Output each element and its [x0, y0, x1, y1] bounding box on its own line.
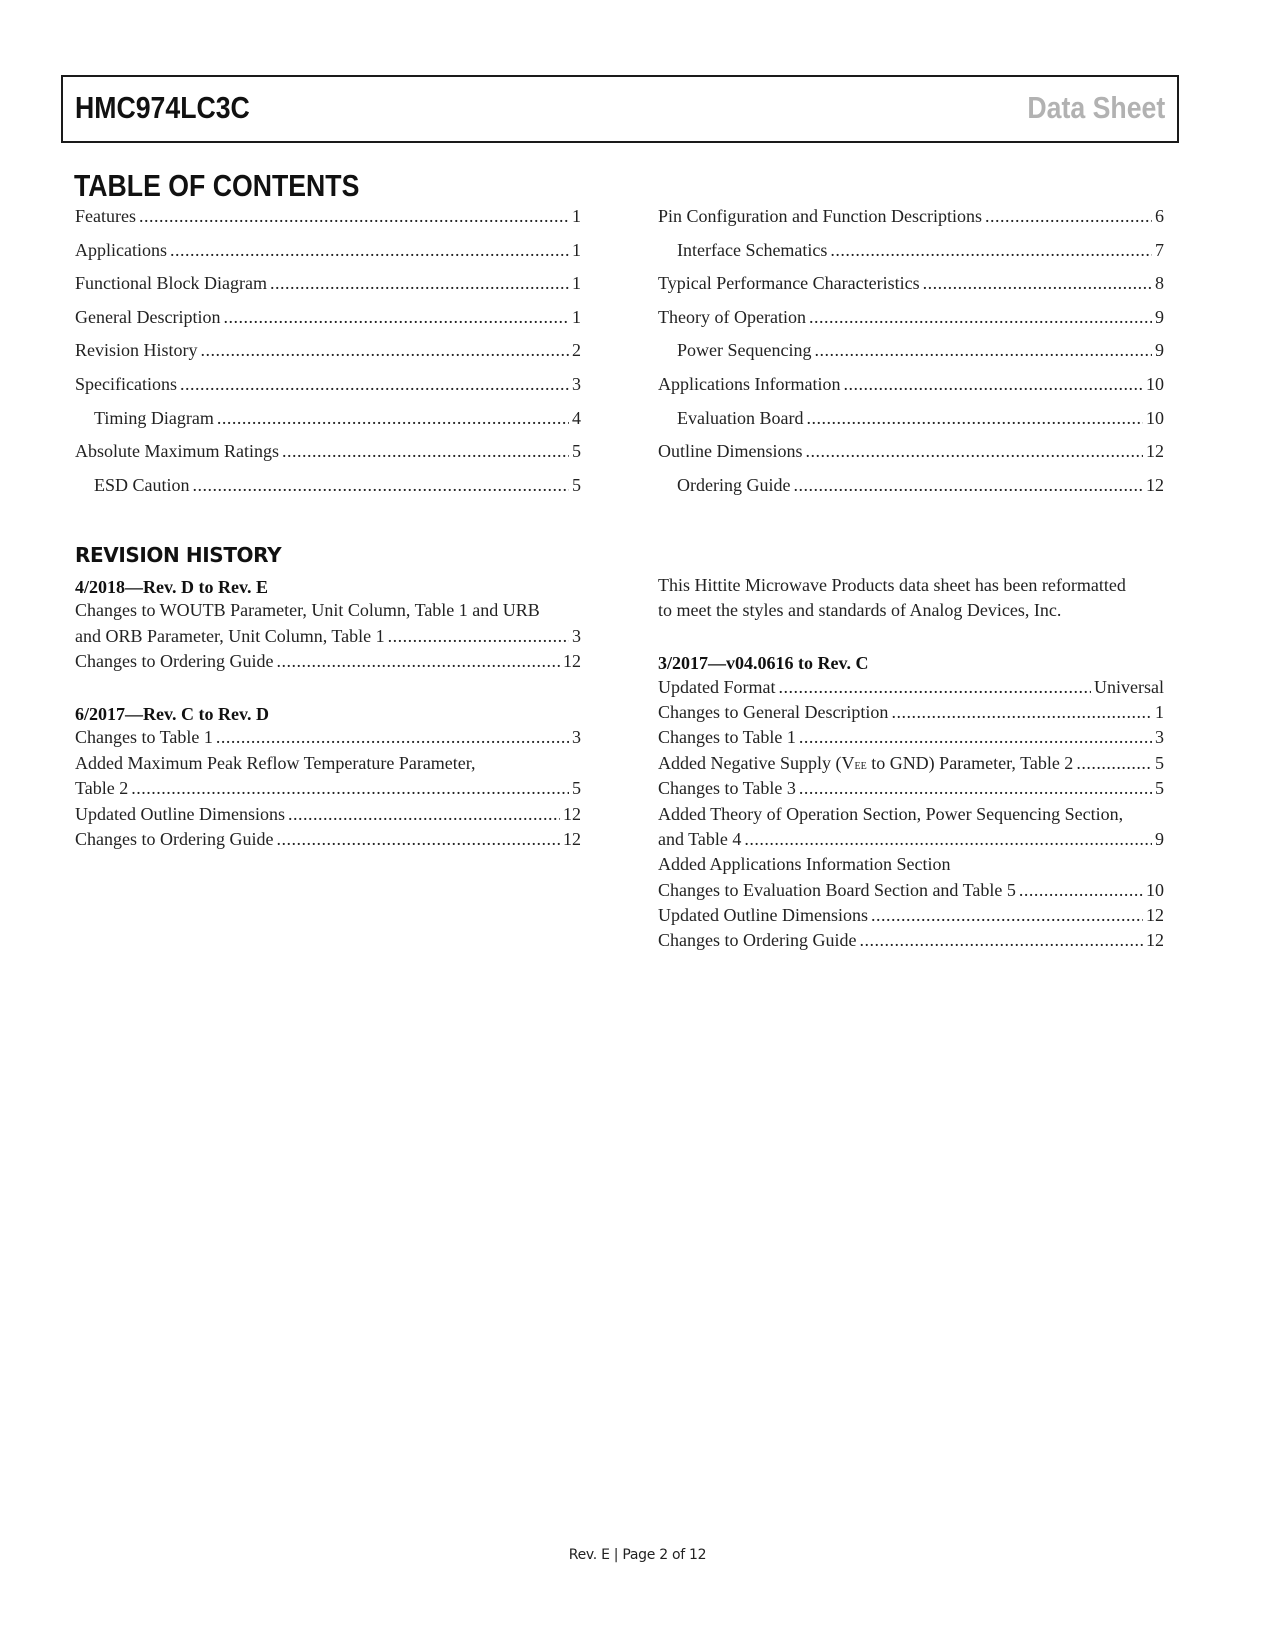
rev-c-line: Added Applications Information Section [658, 854, 951, 875]
toc-entry-ordering-guide[interactable]: Ordering Guide ..... 12 [658, 475, 1164, 509]
toc-entry-features[interactable]: Features ..... 1 [75, 206, 581, 240]
toc-left-column [75, 206, 581, 508]
toc-entry-revision-history[interactable]: Revision History ..... 2 [75, 340, 581, 374]
toc-entry-power-sequencing[interactable]: Power Sequencing ..... 9 [658, 340, 1164, 374]
rev-c-line: Added Negative Supply (VEE to GND) Parameter, Table 2 ..... 5 [658, 753, 1164, 778]
rev-d-heading: 6/2017—Rev. C to Rev. D [75, 703, 269, 724]
rev-c-line: Changes to Table 3 ..... 5 [658, 778, 1164, 803]
toc-entry-general-description[interactable]: General Description ..... 1 [75, 307, 581, 341]
rev-c-line: Changes to General Description ..... 1 [658, 702, 1164, 727]
revision-history-left-column [75, 575, 581, 854]
rev-d-line: Updated Outline Dimensions ..... 12 [75, 804, 581, 829]
rev-e-line: Changes to Ordering Guide ..... 12 [75, 651, 581, 676]
toc-entry-interface-schematics[interactable]: Interface Schematics ..... 7 [658, 240, 1164, 274]
toc-entry-absolute-maximum-ratings[interactable]: Absolute Maximum Ratings ..... 5 [75, 441, 581, 475]
revision-history-right-column [658, 575, 1164, 956]
page-footer: Rev. E | Page 2 of 12 [568, 1547, 707, 1563]
toc-entry-specifications[interactable]: Specifications ..... 3 [75, 374, 581, 408]
reformat-note-line: This Hittite Microwave Products data sheet has been reformatted [658, 575, 1126, 595]
rev-c-line: Added Theory of Operation Section, Power Sequencing Section, [658, 803, 1124, 824]
rev-d-line: Added Maximum Peak Reflow Temperature Parameter, [75, 752, 476, 773]
toc-entry-applications-information[interactable]: Applications Information ..... 10 [658, 374, 1164, 408]
rev-c-line: Updated Format ..... Universal [658, 677, 1164, 702]
reformat-note-line: to meet the styles and standards of Analog Devices, Inc. [658, 600, 1062, 621]
rev-c-line: and Table 4 ..... 9 [658, 829, 1164, 854]
rev-c-heading: 3/2017—v04.0616 to Rev. C [658, 653, 869, 674]
rev-d-line: Changes to Ordering Guide ..... 12 [75, 829, 581, 854]
rev-c-line: Changes to Table 1 ..... 3 [658, 727, 1164, 752]
rev-e-heading: 4/2018—Rev. D to Rev. E [75, 577, 268, 597]
document-type: Data Sheet [1027, 90, 1165, 125]
rev-e-line: and ORB Parameter, Unit Column, Table 1 ..... 3 [75, 626, 581, 651]
page-header [61, 75, 1179, 143]
rev-d-line: Table 2 ..... 5 [75, 778, 581, 803]
toc-entry-functional-block-diagram[interactable]: Functional Block Diagram ..... 1 [75, 273, 581, 307]
toc-entry-evaluation-board[interactable]: Evaluation Board ..... 10 [658, 408, 1164, 442]
toc-entry-theory-of-operation[interactable]: Theory of Operation ..... 9 [658, 307, 1164, 341]
toc-entry-pin-configuration[interactable]: Pin Configuration and Function Descriptions ..... 6 [658, 206, 1164, 240]
toc-title: TABLE OF CONTENTS [74, 168, 360, 203]
part-number: HMC974LC3C [75, 90, 250, 125]
rev-c-line: Changes to Evaluation Board Section and Table 5 ..... 10 [658, 880, 1164, 905]
rev-d-line: Changes to Table 1 ..... 3 [75, 727, 581, 752]
toc-entry-typical-performance[interactable]: Typical Performance Characteristics ..... 8 [658, 273, 1164, 307]
rev-c-line: Changes to Ordering Guide ..... 12 [658, 930, 1164, 955]
rev-c-line: Updated Outline Dimensions ..... 12 [658, 905, 1164, 930]
toc-right-column [658, 206, 1164, 508]
toc-entry-outline-dimensions[interactable]: Outline Dimensions ..... 12 [658, 441, 1164, 475]
rev-e-line: Changes to WOUTB Parameter, Unit Column, Table 1 and URB [75, 600, 540, 621]
toc-entry-applications[interactable]: Applications ..... 1 [75, 240, 581, 274]
revision-history-title: REVISION HISTORY [75, 543, 282, 567]
toc-entry-esd-caution[interactable]: ESD Caution ..... 5 [75, 475, 581, 509]
toc-entry-timing-diagram[interactable]: Timing Diagram ..... 4 [75, 408, 581, 442]
